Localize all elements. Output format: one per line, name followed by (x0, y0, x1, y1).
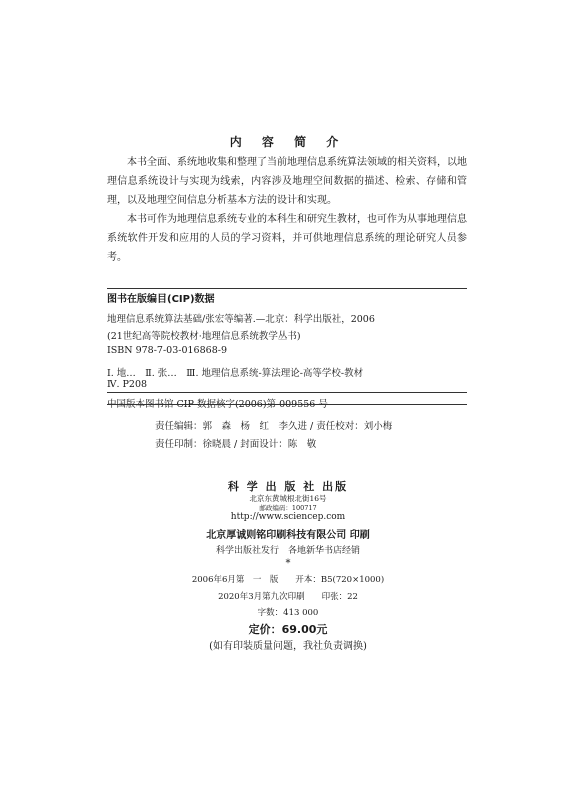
quality-note: (如有印装质量问题，我社负责调换) (209, 641, 367, 652)
edition-line-1: 2006年6月第 一 版 开本：B5(720×1000) (191, 575, 385, 585)
cip-line-title: 地理信息系统算法基础/张宏等编著.—北京：科学出版社，2006 (107, 314, 375, 325)
editors-line-2: 责任印制：徐晓晨 / 封面设计：陈 敬 (155, 439, 317, 450)
summary-paragraph-2: 本书可作为地理信息系统专业的本科生和研究生教材，也可作为从事地理信息系统软件开发和应用的人员的学习资料，并可供地理信息系统的理论研究人员参考。 (107, 214, 467, 263)
cip-bottom-rule (107, 404, 467, 405)
summary-paragraph-1: 本书全面、系统地收集和整理了当前地理信息系统算法领域的相关资料，以地理信息系统设计与实现为线索，内容涉及地理空间数据的描述、检索、存储和管理，以及地理空间信息分析基本方法的设计和实现。 (107, 157, 467, 206)
publisher-zip: 邮政编码：100717 (259, 504, 317, 512)
cip-line-isbn: ISBN 978-7-03-016868-9 (107, 345, 227, 356)
editors-line-1: 责任编辑：郭 森 杨 红 李久进 / 责任校对：刘小梅 (155, 421, 393, 432)
publisher-address: 北京东黄城根北街16号 (249, 494, 327, 503)
publisher-website: http://www.sciencep.com (230, 512, 346, 522)
printer-name: 北京厚诚则铭印刷科技有限公司 印刷 (206, 530, 370, 541)
cip-line-subjects: Ⅰ. 地… Ⅱ. 张… Ⅲ. 地理信息系统-算法理论-高等学校-教材 (107, 368, 364, 379)
cip-middle-rule (107, 392, 467, 393)
cip-line-classification: Ⅳ. P208 (107, 379, 148, 390)
page-title: 内 容 简 介 (229, 135, 347, 149)
price: 定价：69.00元 (248, 623, 328, 636)
distribution-info: 科学出版社发行 各地新华书店经销 (215, 546, 360, 556)
word-count: 字数：413 000 (257, 608, 319, 618)
cip-top-rule (107, 288, 467, 289)
cip-line-record-number: 中国版本图书馆 CIP 数据核字(2006)第 009556 号 (107, 399, 328, 410)
cip-line-series: (21世纪高等院校教材·地理信息系统教学丛书) (107, 331, 301, 342)
cip-heading: 图书在版编目(CIP)数据 (107, 294, 215, 305)
separator-star: * (285, 558, 291, 569)
edition-line-2: 2020年3月第九次印刷 印张：22 (218, 592, 358, 602)
publisher-name: 科 学 出 版 社 出版 (227, 480, 349, 493)
